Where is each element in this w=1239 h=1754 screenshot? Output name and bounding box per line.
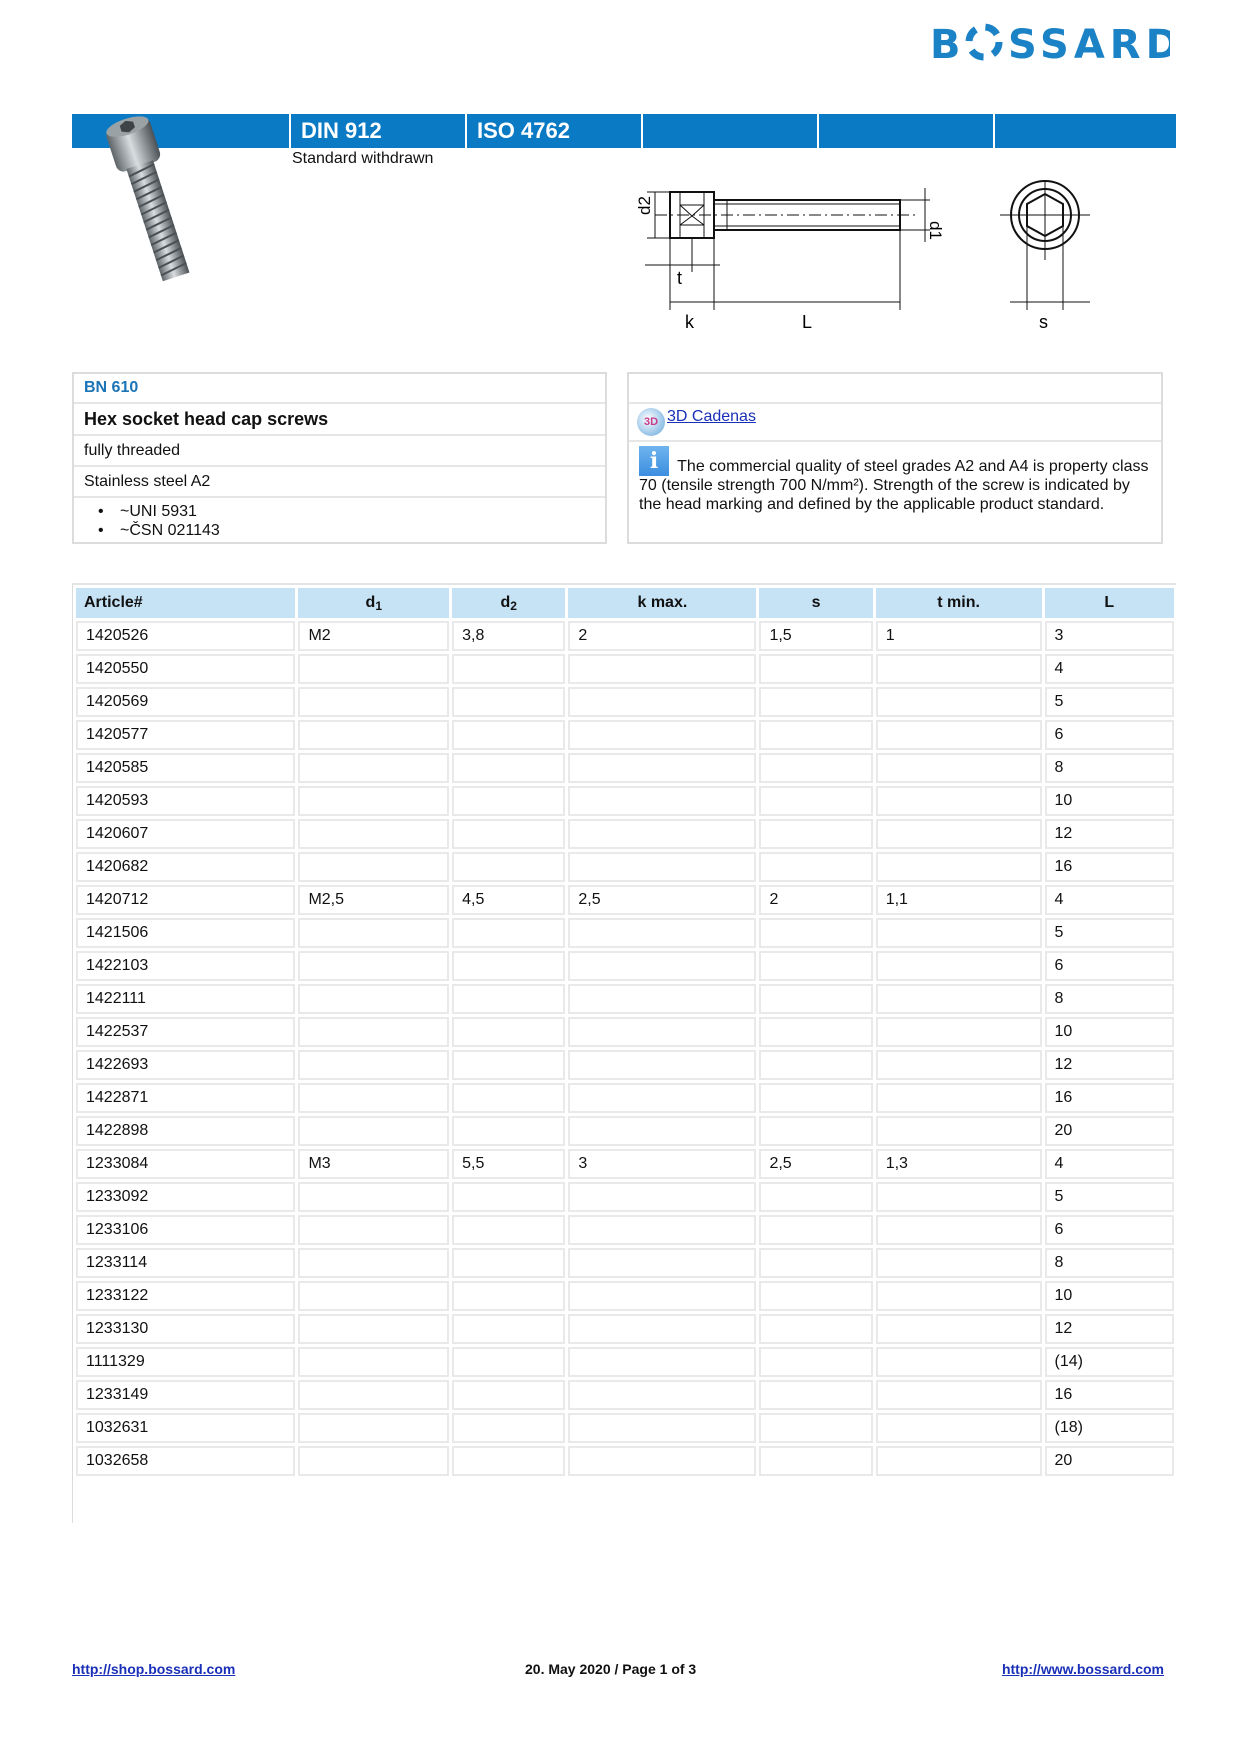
- cell-k-max: [568, 720, 756, 750]
- bn-number: BN 610: [74, 374, 605, 404]
- cell-article: 1420569: [76, 687, 295, 717]
- cell-L: 3: [1045, 621, 1174, 651]
- cell-s: [759, 819, 872, 849]
- cell-L: 5: [1045, 918, 1174, 948]
- header-d1: [298, 588, 449, 618]
- cell-k-max: [568, 819, 756, 849]
- cell-s: [759, 1116, 872, 1146]
- cell-t-min: [876, 1215, 1042, 1245]
- cell-d2: [452, 687, 565, 717]
- cell-article: 1233084: [76, 1149, 295, 1179]
- cell-d1: [298, 1314, 449, 1344]
- label-d1: d1: [926, 221, 945, 240]
- cell-L: 4: [1045, 654, 1174, 684]
- cell-s: [759, 951, 872, 981]
- cell-t-min: [876, 720, 1042, 750]
- label-k: k: [685, 312, 694, 332]
- product-title: Hex socket head cap screws: [74, 404, 605, 436]
- cell-L: 16: [1045, 852, 1174, 882]
- cell-L: 16: [1045, 1083, 1174, 1113]
- cell-t-min: [876, 951, 1042, 981]
- header-article: Article#: [76, 588, 295, 618]
- standard-iso: ISO 4762: [465, 114, 641, 148]
- table-body: [76, 621, 1174, 1476]
- cell-L: 5: [1045, 1182, 1174, 1212]
- links-box: [627, 372, 1163, 544]
- cell-s: [759, 1083, 872, 1113]
- cell-t-min: [876, 918, 1042, 948]
- cell-k-max: [568, 1017, 756, 1047]
- cell-t-min: 1,1: [876, 885, 1042, 915]
- cell-s: [759, 1446, 872, 1476]
- cell-d2: [452, 1248, 565, 1278]
- cell-L: 10: [1045, 786, 1174, 816]
- cell-article: 1032658: [76, 1446, 295, 1476]
- footer-center: 20. May 2020 / Page 1 of 3: [525, 1661, 697, 1677]
- cell-t-min: [876, 786, 1042, 816]
- cell-d2: [452, 753, 565, 783]
- cell-k-max: [568, 1380, 756, 1410]
- cell-L: 12: [1045, 1050, 1174, 1080]
- cell-d2: [452, 1314, 565, 1344]
- cell-t-min: [876, 1017, 1042, 1047]
- cell-k-max: [568, 951, 756, 981]
- cell-k-max: [568, 984, 756, 1014]
- cell-article: 1420577: [76, 720, 295, 750]
- cell-article: 1233092: [76, 1182, 295, 1212]
- website-link[interactable]: http://www.bossard.com: [1001, 1661, 1164, 1677]
- table-row: [76, 1050, 1174, 1080]
- header-k-max: k max.: [568, 588, 756, 618]
- cell-s: [759, 1248, 872, 1278]
- table-row: [76, 1380, 1174, 1410]
- cell-L: 12: [1045, 1314, 1174, 1344]
- cell-d2: [452, 852, 565, 882]
- cell-L: 20: [1045, 1116, 1174, 1146]
- cad-link[interactable]: 3D Cadenas: [667, 408, 756, 425]
- cell-d1: [298, 1182, 449, 1212]
- info-icon: i: [639, 446, 669, 476]
- product-info-box: [72, 372, 607, 544]
- cell-k-max: [568, 1215, 756, 1245]
- info-row: [629, 442, 1161, 520]
- cell-d2: [452, 654, 565, 684]
- cell-d2: [452, 720, 565, 750]
- table-header-row: [76, 588, 1174, 618]
- cell-article: 1422537: [76, 1017, 295, 1047]
- cell-d1: [298, 918, 449, 948]
- table-row: [76, 885, 1174, 915]
- cell-t-min: [876, 1248, 1042, 1278]
- cell-L: 8: [1045, 753, 1174, 783]
- product-thread: fully threaded: [74, 436, 605, 467]
- footer-right: [1002, 1661, 1164, 1677]
- cell-d1: [298, 1446, 449, 1476]
- cell-k-max: [568, 918, 756, 948]
- cell-L: 20: [1045, 1446, 1174, 1476]
- cell-t-min: [876, 852, 1042, 882]
- cell-article: 1422871: [76, 1083, 295, 1113]
- cell-article: 1233122: [76, 1281, 295, 1311]
- technical-drawing: [625, 180, 1145, 350]
- cell-s: 1,5: [759, 621, 872, 651]
- table-row: [76, 786, 1174, 816]
- cell-s: [759, 1413, 872, 1443]
- cell-k-max: [568, 687, 756, 717]
- cell-L: 6: [1045, 951, 1174, 981]
- cell-k-max: [568, 1248, 756, 1278]
- cell-d1: [298, 654, 449, 684]
- cell-d2: [452, 786, 565, 816]
- cell-k-max: [568, 753, 756, 783]
- table-row: [76, 1248, 1174, 1278]
- cell-d1: [298, 984, 449, 1014]
- header-t-min: t min.: [876, 588, 1042, 618]
- cell-t-min: [876, 1116, 1042, 1146]
- cell-d1: [298, 1413, 449, 1443]
- cell-d2: [452, 1446, 565, 1476]
- product-material: Stainless steel A2: [74, 467, 605, 498]
- cell-k-max: [568, 1413, 756, 1443]
- standard-empty-1: [641, 114, 817, 148]
- table-row: [76, 852, 1174, 882]
- header-d2: [452, 588, 565, 618]
- cell-d2: [452, 1281, 565, 1311]
- info-text: The commercial quality of steel grades A2 and A4 is property class 70 (tensile strength 700 N/mm²). Strength of the screw is indicated by the head marking and defined by the applicable product standard.: [639, 458, 1149, 513]
- article-table-container: [72, 583, 1176, 1523]
- cell-d2: 4,5: [452, 885, 565, 915]
- cell-s: [759, 1314, 872, 1344]
- cell-d2: 5,5: [452, 1149, 565, 1179]
- shop-link[interactable]: http://shop.bossard.com: [72, 1661, 236, 1677]
- table-row: [76, 1149, 1174, 1179]
- cell-article: 1422898: [76, 1116, 295, 1146]
- cell-k-max: [568, 1182, 756, 1212]
- table-row: [76, 1083, 1174, 1113]
- cell-article: 1111329: [76, 1347, 295, 1377]
- cell-s: [759, 1182, 872, 1212]
- cell-s: [759, 1281, 872, 1311]
- cell-k-max: 2: [568, 621, 756, 651]
- cell-L: 6: [1045, 720, 1174, 750]
- header-s: s: [759, 588, 872, 618]
- cell-article: 1420607: [76, 819, 295, 849]
- cell-k-max: 2,5: [568, 885, 756, 915]
- standard-din: DIN 912: [289, 114, 465, 148]
- cell-article: 1422693: [76, 1050, 295, 1080]
- standard-empty-2: [817, 114, 993, 148]
- cell-t-min: [876, 753, 1042, 783]
- table-row: [76, 1446, 1174, 1476]
- cell-t-min: [876, 819, 1042, 849]
- cell-article: 1420712: [76, 885, 295, 915]
- table-row: [76, 1182, 1174, 1212]
- cell-d2: [452, 1215, 565, 1245]
- cell-d2: [452, 819, 565, 849]
- cell-k-max: [568, 654, 756, 684]
- article-table: [73, 585, 1177, 1479]
- cell-d1: [298, 1116, 449, 1146]
- table-row: [76, 654, 1174, 684]
- cell-article: 1032631: [76, 1413, 295, 1443]
- cell-d1: [298, 1347, 449, 1377]
- cell-L: 16: [1045, 1380, 1174, 1410]
- cell-k-max: [568, 1446, 756, 1476]
- cell-s: [759, 687, 872, 717]
- cell-d2: [452, 918, 565, 948]
- cell-t-min: [876, 654, 1042, 684]
- cell-s: [759, 720, 872, 750]
- cell-d2: [452, 1380, 565, 1410]
- cell-article: 1420593: [76, 786, 295, 816]
- cell-L: 4: [1045, 885, 1174, 915]
- cell-L: (18): [1045, 1413, 1174, 1443]
- cell-article: 1422111: [76, 984, 295, 1014]
- cell-t-min: [876, 1281, 1042, 1311]
- table-row: [76, 819, 1174, 849]
- cell-article: 1420526: [76, 621, 295, 651]
- cell-t-min: [876, 1380, 1042, 1410]
- table-row: [76, 753, 1174, 783]
- cell-L: 8: [1045, 984, 1174, 1014]
- links-box-header: [629, 374, 1161, 404]
- header-d1-sub: 1: [375, 598, 382, 613]
- table-row: [76, 720, 1174, 750]
- label-L: L: [802, 312, 813, 332]
- cell-s: [759, 984, 872, 1014]
- cell-d1: [298, 1215, 449, 1245]
- cell-d1: [298, 753, 449, 783]
- table-row: [76, 1215, 1174, 1245]
- cell-article: 1233106: [76, 1215, 295, 1245]
- cell-article: 1420550: [76, 654, 295, 684]
- cell-article: 1233130: [76, 1314, 295, 1344]
- cell-L: 8: [1045, 1248, 1174, 1278]
- cell-d2: 3,8: [452, 621, 565, 651]
- table-row: [76, 1116, 1174, 1146]
- cell-article: 1420682: [76, 852, 295, 882]
- cell-d1: [298, 1281, 449, 1311]
- cell-k-max: [568, 1083, 756, 1113]
- footer-left: [72, 1661, 235, 1677]
- label-t: t: [677, 268, 683, 288]
- cell-d2: [452, 1413, 565, 1443]
- cell-d2: [452, 984, 565, 1014]
- cell-article: 1421506: [76, 918, 295, 948]
- cell-d2: [452, 1182, 565, 1212]
- table-row: [76, 621, 1174, 651]
- cell-d1: [298, 1248, 449, 1278]
- cell-d1: [298, 786, 449, 816]
- label-s: s: [1039, 312, 1048, 332]
- cell-d1: [298, 819, 449, 849]
- cell-L: 5: [1045, 687, 1174, 717]
- cell-t-min: 1,3: [876, 1149, 1042, 1179]
- cell-d1: [298, 1380, 449, 1410]
- cell-s: [759, 1017, 872, 1047]
- cell-s: [759, 1347, 872, 1377]
- cell-d2: [452, 1017, 565, 1047]
- cell-d2: [452, 951, 565, 981]
- cell-k-max: [568, 852, 756, 882]
- bossard-logo: [930, 20, 1170, 64]
- cell-article: 1233114: [76, 1248, 295, 1278]
- cell-k-max: [568, 1347, 756, 1377]
- table-row: [76, 984, 1174, 1014]
- cell-L: (14): [1045, 1347, 1174, 1377]
- header-d1-base: d: [365, 593, 376, 611]
- table-row: [76, 1347, 1174, 1377]
- svg-text:B: B: [930, 22, 966, 64]
- cell-d1: [298, 1050, 449, 1080]
- cell-s: [759, 1215, 872, 1245]
- cell-L: 10: [1045, 1281, 1174, 1311]
- cell-d1: [298, 720, 449, 750]
- cell-k-max: [568, 1116, 756, 1146]
- cell-t-min: [876, 1182, 1042, 1212]
- svg-text:SSARD: SSARD: [1008, 22, 1170, 64]
- cell-d1: [298, 951, 449, 981]
- table-row: [76, 951, 1174, 981]
- cell-s: 2,5: [759, 1149, 872, 1179]
- cell-k-max: 3: [568, 1149, 756, 1179]
- table-row: [76, 1017, 1174, 1047]
- cell-t-min: [876, 1413, 1042, 1443]
- cad-row: [629, 404, 1161, 442]
- cell-t-min: [876, 687, 1042, 717]
- cell-d2: [452, 1050, 565, 1080]
- cell-L: 10: [1045, 1017, 1174, 1047]
- cell-t-min: [876, 1446, 1042, 1476]
- cell-s: [759, 1050, 872, 1080]
- header-L: L: [1045, 588, 1174, 618]
- cell-d1: [298, 852, 449, 882]
- cell-k-max: [568, 786, 756, 816]
- cell-d1: [298, 1017, 449, 1047]
- table-row: [76, 687, 1174, 717]
- cell-d1: M2: [298, 621, 449, 651]
- cell-s: [759, 918, 872, 948]
- cell-L: 4: [1045, 1149, 1174, 1179]
- table-row: [76, 918, 1174, 948]
- cell-d2: [452, 1083, 565, 1113]
- cell-t-min: [876, 984, 1042, 1014]
- cell-d1: [298, 1083, 449, 1113]
- label-d2: d2: [635, 196, 654, 215]
- cell-s: [759, 852, 872, 882]
- cell-d1: [298, 687, 449, 717]
- standard-withdrawn-note: Standard withdrawn: [292, 150, 434, 167]
- cell-s: [759, 786, 872, 816]
- equivalent-standards: [74, 498, 605, 542]
- product-photo: [100, 108, 220, 288]
- cell-article: 1420585: [76, 753, 295, 783]
- table-row: [76, 1413, 1174, 1443]
- cell-article: 1233149: [76, 1380, 295, 1410]
- cell-t-min: 1: [876, 621, 1042, 651]
- cell-t-min: [876, 1314, 1042, 1344]
- cell-d2: [452, 1347, 565, 1377]
- cell-k-max: [568, 1314, 756, 1344]
- cell-t-min: [876, 1050, 1042, 1080]
- cell-s: [759, 1380, 872, 1410]
- cell-k-max: [568, 1281, 756, 1311]
- cell-s: 2: [759, 885, 872, 915]
- equivalent-uni: • ~UNI 5931: [98, 502, 605, 521]
- table-row: [76, 1314, 1174, 1344]
- cell-L: 6: [1045, 1215, 1174, 1245]
- cad-3d-icon[interactable]: 3D: [637, 408, 665, 436]
- table-row: [76, 1281, 1174, 1311]
- equivalent-csn: • ~ČSN 021143: [98, 521, 605, 540]
- cell-t-min: [876, 1347, 1042, 1377]
- cell-t-min: [876, 1083, 1042, 1113]
- header-d2-sub: 2: [510, 598, 517, 613]
- cell-d1: M2,5: [298, 885, 449, 915]
- cell-s: [759, 753, 872, 783]
- cell-d1: M3: [298, 1149, 449, 1179]
- cell-article: 1422103: [76, 951, 295, 981]
- cell-k-max: [568, 1050, 756, 1080]
- cell-L: 12: [1045, 819, 1174, 849]
- header-d2-base: d: [500, 593, 511, 611]
- cell-s: [759, 654, 872, 684]
- cell-d2: [452, 1116, 565, 1146]
- standard-empty-3: [993, 114, 1176, 148]
